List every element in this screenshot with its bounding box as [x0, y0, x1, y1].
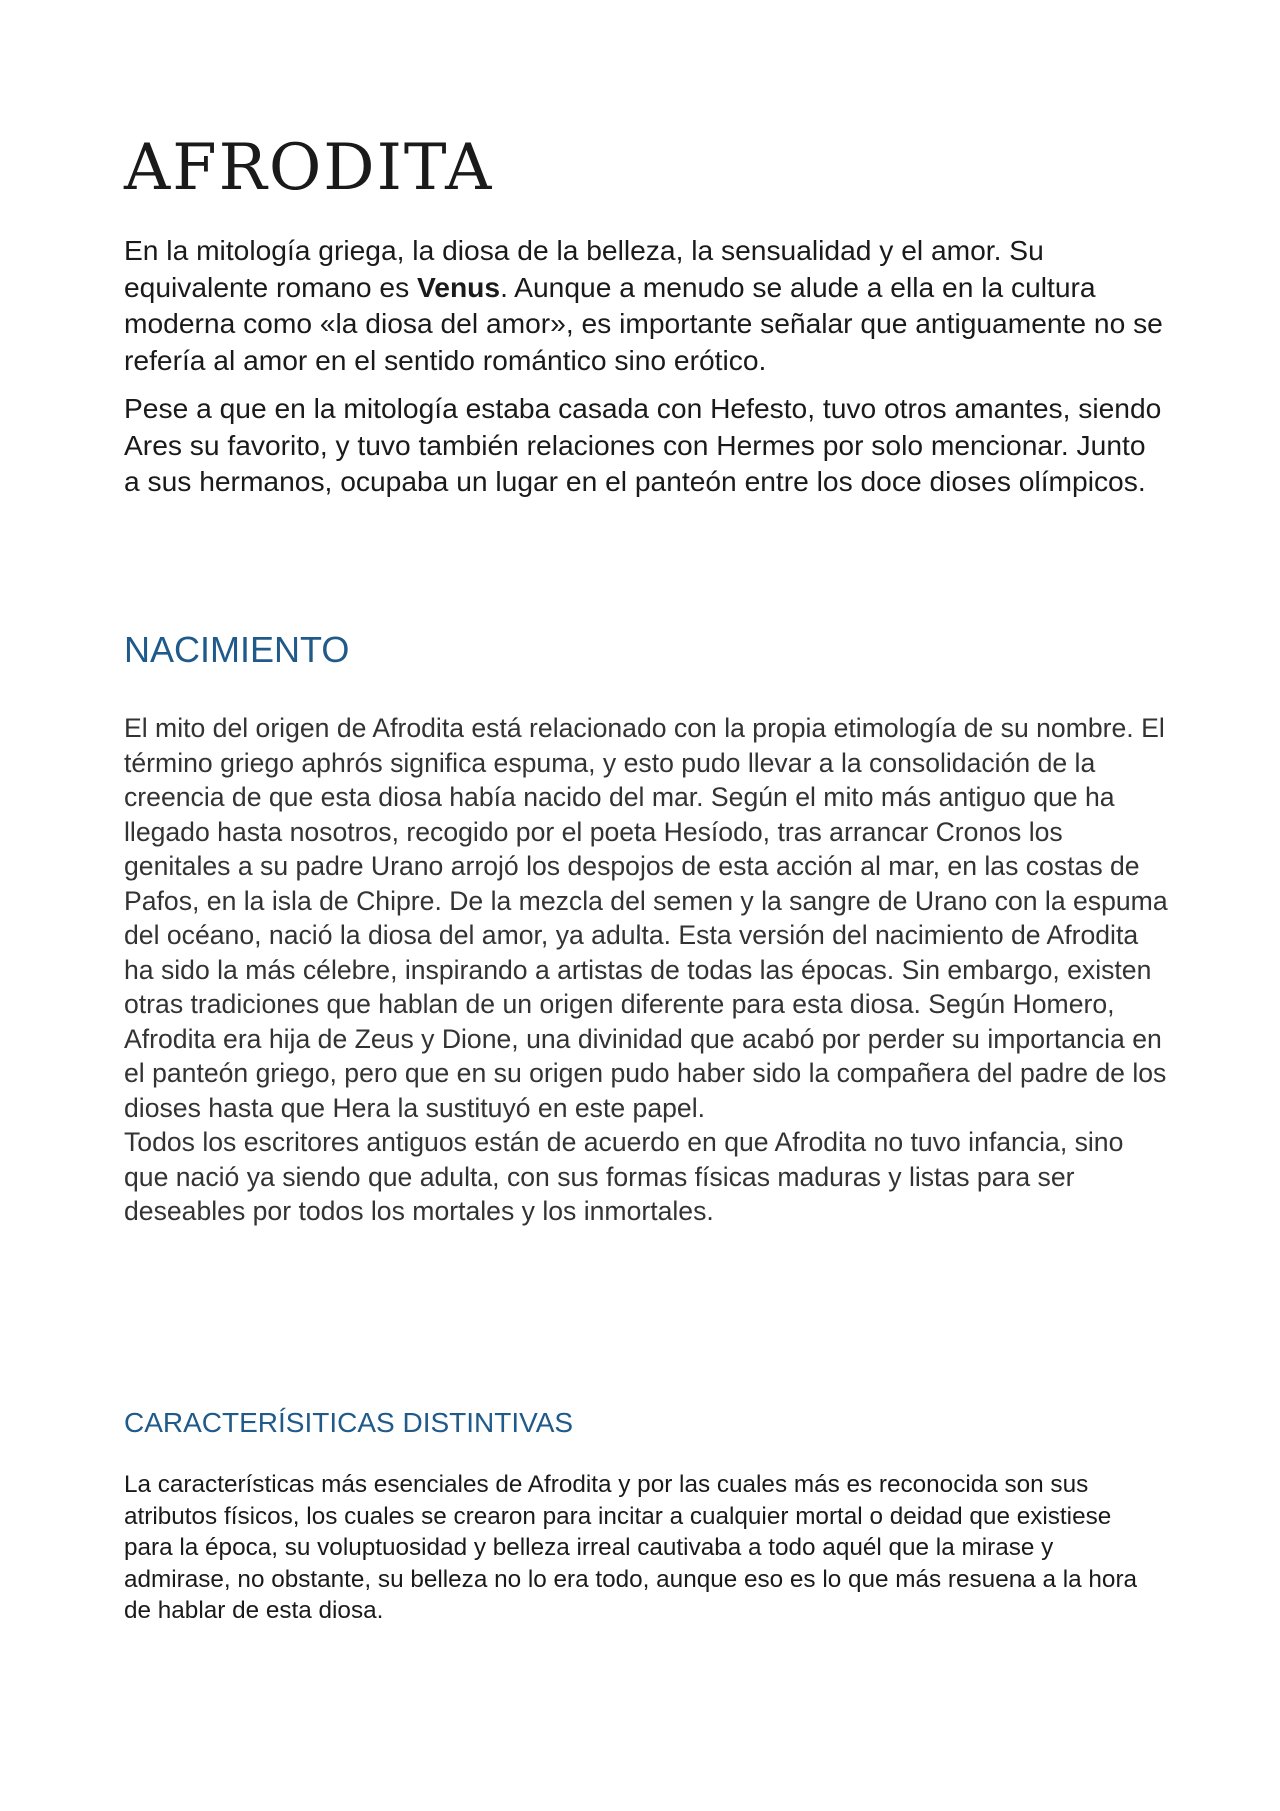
nacimiento-section-body	[124, 711, 1174, 1229]
venus-bold-term: Venus	[417, 270, 501, 303]
intro-section	[124, 232, 1164, 512]
section-heading-nacimiento: NACIMIENTO	[124, 629, 350, 670]
caracteristicas-paragraph-1: La características más esenciales de Afrodita y por las cuales más es reconocida son sus atributos físicos, los cuales se crearon para incitar a cualquier mortal o deidad que existiese para la época, su voluptuosidad y belleza irreal cautivaba a todo aquél que la mirase y admirase, no obstante, su belleza no lo era todo, aunque eso es lo que más resuena a la hora de hablar de esta diosa.	[124, 1471, 1138, 1624]
page-title: AFRODITA	[124, 131, 494, 205]
nacimiento-paragraph-2: Todos los escritores antiguos están de acuerdo en que Afrodita no tuvo infancia, sino que nació ya siendo que adulta, con sus formas físicas maduras y listas para ser deseables por todos los mortales y los inmortales.	[124, 1127, 1124, 1226]
intro-p1-text-end: . Aunque a menudo se alude a ella en la cultura moderna como «la diosa del amor», es importante señalar que antiguamente no se refería al amor en el sentido romántico sino erótico.	[124, 270, 1163, 376]
intro-paragraph-1	[124, 232, 1164, 378]
nacimiento-paragraph-1: El mito del origen de Afrodita está relacionado con la propia etimología de su nombre. El término griego aphrós significa espuma, y esto pudo llevar a la consolidación de la creencia de que esta diosa había nacido del mar. Según el mito más antiguo que ha llegado hasta nosotros, recogido por el poeta Hesíodo, tras arrancar Cronos los genitales a su padre Urano arrojó los despojos de esta acción al mar, en las costas de Pafos, en la isla de Chipre. De la mezcla del semen y la sangre de Urano con la espuma del océano, nació la diosa del amor, ya adulta. Esta versión del nacimiento de Afrodita ha sido la más célebre, inspirando a artistas de todas las épocas. Sin embargo, existen otras tradiciones que hablan de un origen diferente para esta diosa. Según Homero, Afrodita era hija de Zeus y Dione, una divinidad que acabó por perder su importancia en el panteón griego, pero que en su origen pudo haber sido la compañera del padre de los dioses hasta que Hera la sustituyó en este papel.	[124, 713, 1168, 1123]
intro-paragraph-2: Pese a que en la mitología estaba casada con Hefesto, tuvo otros amantes, siendo Ares su favorito, y tuvo también relaciones con Hermes por solo mencionar. Junto a sus hermanos, ocupaba un lugar en el panteón entre los doce dioses olímpicos.	[124, 392, 1162, 497]
section-heading-caracteristicas: CARACTERÍSITICAS DISTINTIVAS	[124, 1407, 574, 1438]
intro-p1-text-start: En la mitología griega, la diosa de la belleza, la sensualidad y el amor. Su equivalente romano es	[124, 234, 1044, 303]
caracteristicas-section-body	[124, 1469, 1164, 1627]
